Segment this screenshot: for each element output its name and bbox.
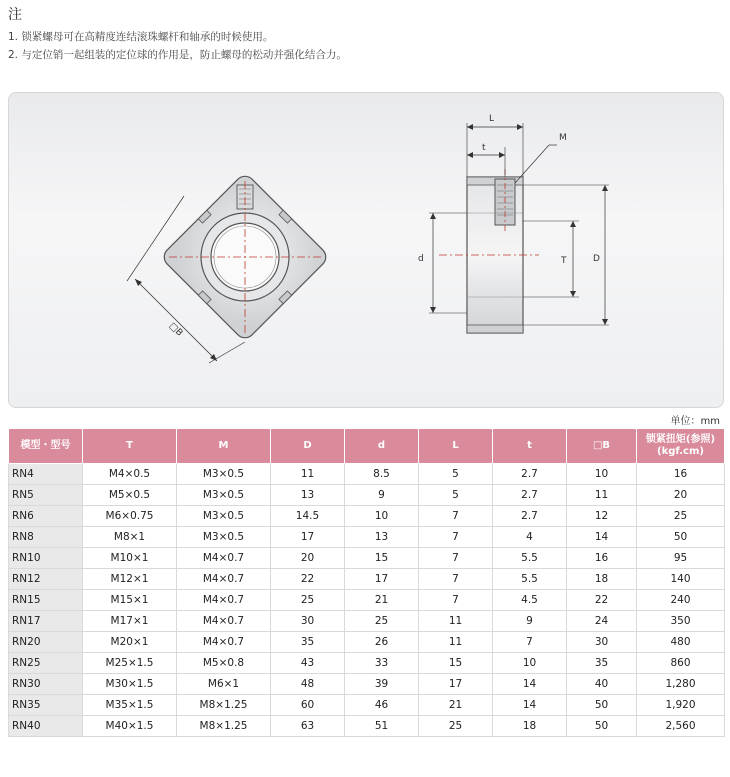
table-cell: 17 (345, 569, 419, 590)
table-row (9, 716, 725, 737)
table-cell: 46 (345, 695, 419, 716)
table-cell: M4×0.7 (177, 611, 271, 632)
table-cell: 8.5 (345, 464, 419, 485)
table-cell: 25 (637, 506, 725, 527)
table-cell: 7 (493, 632, 567, 653)
table-cell: 50 (567, 716, 637, 737)
table-row (9, 611, 725, 632)
table-cell: 20 (637, 485, 725, 506)
model-cell: RN15 (9, 590, 83, 611)
table-cell: 14 (567, 527, 637, 548)
table-cell: 350 (637, 611, 725, 632)
table-cell: M6×1 (177, 674, 271, 695)
table-cell: M5×0.5 (83, 485, 177, 506)
table-cell: M5×0.8 (177, 653, 271, 674)
label-t: t (482, 143, 486, 153)
table-row (9, 548, 725, 569)
table-cell: 4 (493, 527, 567, 548)
table-cell: 5 (419, 485, 493, 506)
table-cell: 1,280 (637, 674, 725, 695)
table-cell: 22 (567, 590, 637, 611)
table-cell: 63 (271, 716, 345, 737)
model-cell: RN8 (9, 527, 83, 548)
table-cell: M25×1.5 (83, 653, 177, 674)
table-cell: M17×1 (83, 611, 177, 632)
table-cell: 21 (345, 590, 419, 611)
table-cell: 7 (419, 506, 493, 527)
table-cell: 15 (419, 653, 493, 674)
table-cell: 4.5 (493, 590, 567, 611)
table-cell: M3×0.5 (177, 464, 271, 485)
table-cell: 18 (567, 569, 637, 590)
table-cell: 22 (271, 569, 345, 590)
table-cell: M30×1.5 (83, 674, 177, 695)
table-cell: M10×1 (83, 548, 177, 569)
column-header: t (493, 429, 567, 464)
table-cell: 2,560 (637, 716, 725, 737)
label-d: d (418, 254, 424, 264)
table-cell: M12×1 (83, 569, 177, 590)
table-cell: 2.7 (493, 506, 567, 527)
table-cell: 50 (567, 695, 637, 716)
table-cell: 25 (271, 590, 345, 611)
model-cell: RN5 (9, 485, 83, 506)
table-header-row (9, 429, 725, 464)
table-cell: 95 (637, 548, 725, 569)
table-cell: M6×0.75 (83, 506, 177, 527)
table-row (9, 506, 725, 527)
table-cell: 11 (271, 464, 345, 485)
table-cell: M4×0.7 (177, 548, 271, 569)
table-cell: 860 (637, 653, 725, 674)
table-cell: M3×0.5 (177, 527, 271, 548)
table-cell: 35 (567, 653, 637, 674)
table-cell: 9 (345, 485, 419, 506)
table-cell: 39 (345, 674, 419, 695)
table-row (9, 569, 725, 590)
table-row (9, 632, 725, 653)
table-cell: 12 (567, 506, 637, 527)
column-header: M (177, 429, 271, 464)
column-header: d (345, 429, 419, 464)
table-body (9, 464, 725, 737)
model-cell: RN25 (9, 653, 83, 674)
table-cell: 60 (271, 695, 345, 716)
table-cell: 16 (637, 464, 725, 485)
label-l: L (489, 114, 495, 124)
table-cell: 50 (637, 527, 725, 548)
model-cell: RN40 (9, 716, 83, 737)
column-header: D (271, 429, 345, 464)
table-cell: 7 (419, 527, 493, 548)
column-header: □B (567, 429, 637, 464)
note-item-2: 2. 与定位销一起组装的定位球的作用是，防止螺母的松动并强化结合力。 (8, 49, 347, 61)
table-cell: 40 (567, 674, 637, 695)
notes-title: 注 (8, 7, 22, 23)
table-cell: 11 (567, 485, 637, 506)
technical-drawing-panel (8, 92, 724, 408)
front-view (127, 172, 330, 363)
label-t-thread: T (561, 256, 567, 266)
spec-table (8, 428, 725, 737)
model-cell: RN17 (9, 611, 83, 632)
table-cell: M35×1.5 (83, 695, 177, 716)
model-cell: RN6 (9, 506, 83, 527)
table-cell: 1,920 (637, 695, 725, 716)
table-cell: 20 (271, 548, 345, 569)
notes-section (8, 4, 722, 66)
unit-label: 单位：mm (670, 416, 720, 427)
table-cell: M3×0.5 (177, 485, 271, 506)
table-cell: 14 (493, 674, 567, 695)
table-cell: 5.5 (493, 569, 567, 590)
model-cell: RN12 (9, 569, 83, 590)
model-cell: RN4 (9, 464, 83, 485)
table-cell: 16 (567, 548, 637, 569)
column-header: L (419, 429, 493, 464)
column-header: T (83, 429, 177, 464)
table-cell: 25 (345, 611, 419, 632)
table-row (9, 653, 725, 674)
table-cell: 51 (345, 716, 419, 737)
table-cell: M20×1 (83, 632, 177, 653)
table-cell: M15×1 (83, 590, 177, 611)
table-cell: 2.7 (493, 485, 567, 506)
table-cell: 5.5 (493, 548, 567, 569)
table-row (9, 527, 725, 548)
label-d-outer: D (593, 254, 600, 264)
table-cell: 17 (419, 674, 493, 695)
model-cell: RN20 (9, 632, 83, 653)
table-cell: 30 (567, 632, 637, 653)
table-cell: 17 (271, 527, 345, 548)
model-cell: RN10 (9, 548, 83, 569)
table-cell: 43 (271, 653, 345, 674)
table-cell: 25 (419, 716, 493, 737)
label-m: M (559, 133, 567, 143)
table-cell: 7 (419, 548, 493, 569)
table-cell: 13 (345, 527, 419, 548)
table-cell: 11 (419, 611, 493, 632)
table-cell: M4×0.7 (177, 590, 271, 611)
table-cell: 480 (637, 632, 725, 653)
table-cell: 10 (345, 506, 419, 527)
table-cell: M8×1 (83, 527, 177, 548)
table-cell: 2.7 (493, 464, 567, 485)
table-row (9, 464, 725, 485)
table-cell: 14 (493, 695, 567, 716)
model-cell: RN35 (9, 695, 83, 716)
table-cell: 30 (271, 611, 345, 632)
table-cell: 7 (419, 569, 493, 590)
technical-drawing (9, 93, 723, 407)
table-cell: 14.5 (271, 506, 345, 527)
table-row (9, 590, 725, 611)
note-item-1: 1. 锁紧螺母可在高精度连结滚珠螺杆和轴承的时候使用。 (8, 31, 274, 43)
table-cell: 140 (637, 569, 725, 590)
table-row (9, 485, 725, 506)
table-cell: M8×1.25 (177, 695, 271, 716)
table-cell: 24 (567, 611, 637, 632)
table-cell: 15 (345, 548, 419, 569)
table-cell: 18 (493, 716, 567, 737)
table-cell: M40×1.5 (83, 716, 177, 737)
table-row (9, 695, 725, 716)
table-cell: M8×1.25 (177, 716, 271, 737)
table-cell: 10 (567, 464, 637, 485)
table-row (9, 674, 725, 695)
table-cell: 9 (493, 611, 567, 632)
table-cell: 7 (419, 590, 493, 611)
table-cell: M4×0.5 (83, 464, 177, 485)
column-header: 锁紧扭矩(参照) (kgf.cm) (637, 429, 725, 464)
table-cell: M4×0.7 (177, 632, 271, 653)
table-cell: 35 (271, 632, 345, 653)
table-cell: 5 (419, 464, 493, 485)
table-cell: 10 (493, 653, 567, 674)
table-cell: M4×0.7 (177, 569, 271, 590)
table-cell: 240 (637, 590, 725, 611)
table-cell: 33 (345, 653, 419, 674)
table-cell: 26 (345, 632, 419, 653)
label-box-b: □B (166, 321, 185, 339)
table-cell: 11 (419, 632, 493, 653)
table-cell: 48 (271, 674, 345, 695)
side-view (418, 114, 609, 333)
table-cell: 13 (271, 485, 345, 506)
table-cell: 21 (419, 695, 493, 716)
model-cell: RN30 (9, 674, 83, 695)
column-header: 模型・型号 (9, 429, 83, 464)
table-cell: M3×0.5 (177, 506, 271, 527)
